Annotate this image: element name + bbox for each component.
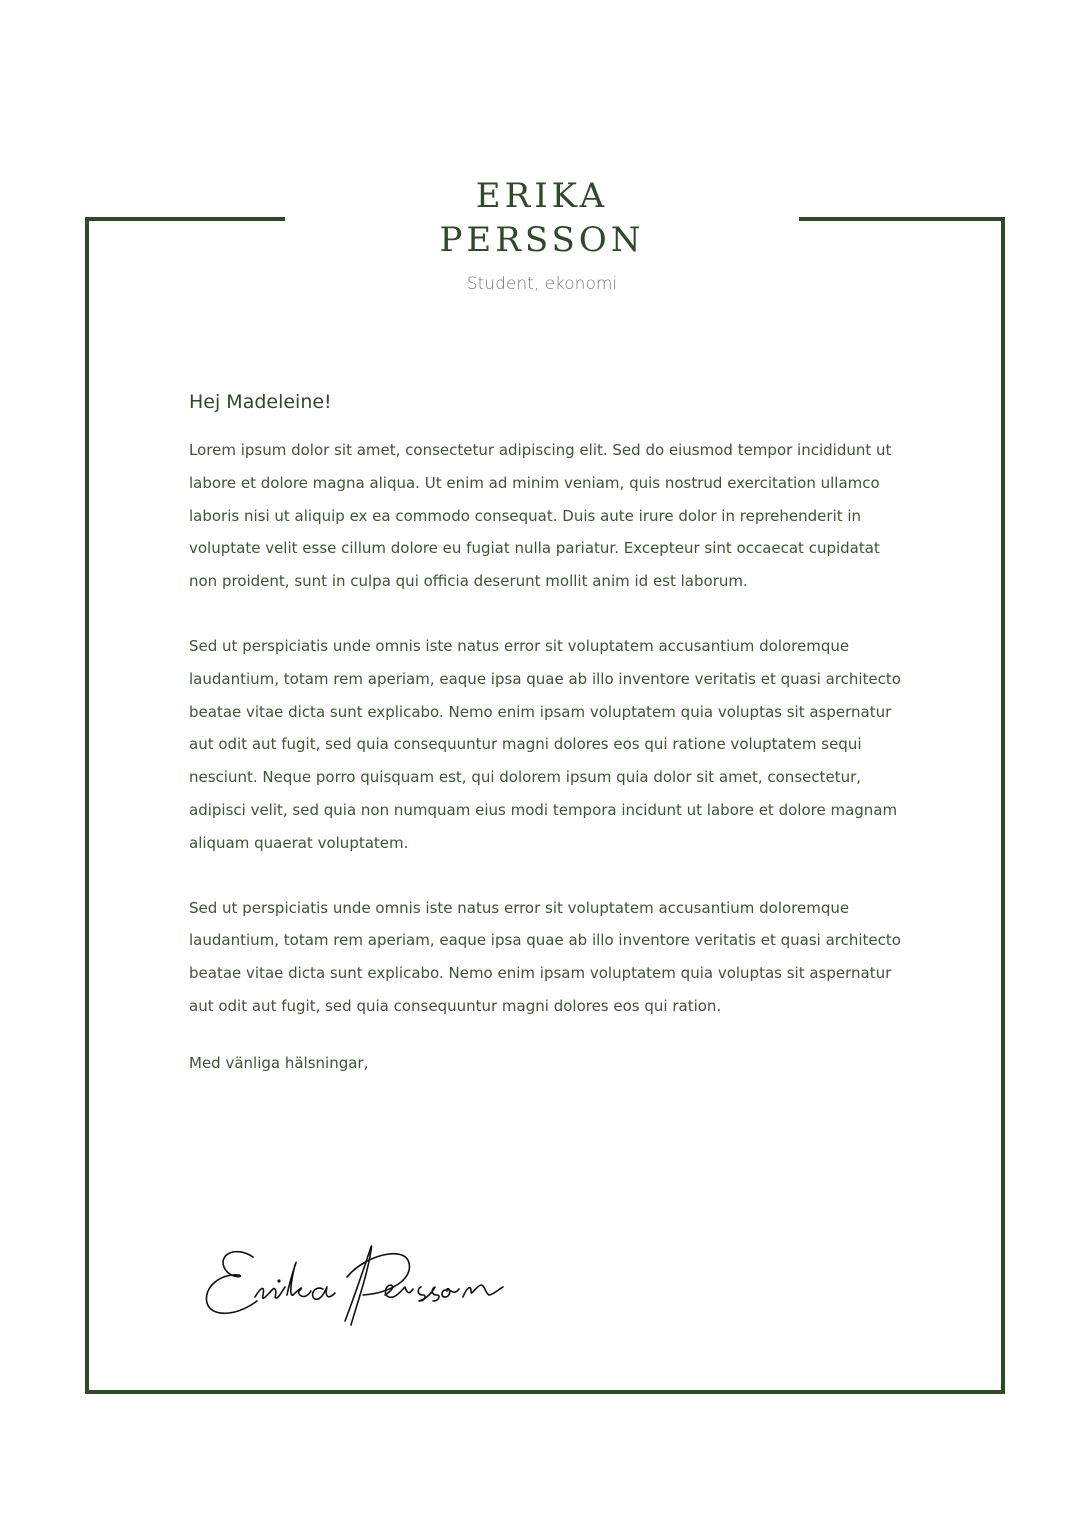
handwritten-signature <box>195 1225 525 1335</box>
name-last: PERSSON <box>439 220 645 260</box>
job-title: Student, ekonomi <box>466 274 618 294</box>
paragraph-1: Lorem ipsum dolor sit amet, consectetur adipiscing elit. Sed do eiusmod tempor incididunt ut labore et dolore magna aliqua. Ut enim ad minim veniam, quis nostrud exercitation ullamco laboris nisi ut aliquip ex ea commodo consequat. Duis aute irure dolor in reprehenderit in voluptate velit esse cillum dolore eu fugiat nulla pariatur. Excepteur sint occaecat cupidatat non proident, sunt in culpa qui officia deserunt mollit anim id est laborum. <box>189 441 892 591</box>
name-first: ERIKA <box>475 176 609 216</box>
greeting: Hej Madeleine! <box>189 391 332 413</box>
closing: Med vänliga hälsningar, <box>189 1053 369 1072</box>
letter-body <box>189 388 909 1079</box>
paragraph-2: Sed ut perspiciatis unde omnis iste natus error sit voluptatem accusantium doloremque laudantium, totam rem aperiam, eaque ipsa quae ab illo inventore veritatis et quasi architecto beatae vitae dicta sunt explicabo. Nemo enim ipsam voluptatem quia voluptas sit aspernatur aut odit aut fugit, sed quia consequuntur magni dolores eos qui ratione voluptatem sequi nesciunt. Neque porro quisquam est, qui dolorem ipsum quia dolor sit amet, consectetur, adipisci velit, sed quia non numquam eius modi tempora incidunt ut labore et dolore magnam aliquam quaerat voluptatem. <box>189 636 901 852</box>
paragraph-3: Sed ut perspiciatis unde omnis iste natus error sit voluptatem accusantium doloremque laudantium, totam rem aperiam, eaque ipsa quae ab illo inventore veritatis et quasi architecto beatae vitae dicta sunt explicabo. Nemo enim ipsam voluptatem quia voluptas sit aspernatur aut odit aut fugit, sed quia consequuntur magni dolores eos qui ration. <box>189 898 901 1015</box>
letterhead <box>285 172 799 312</box>
